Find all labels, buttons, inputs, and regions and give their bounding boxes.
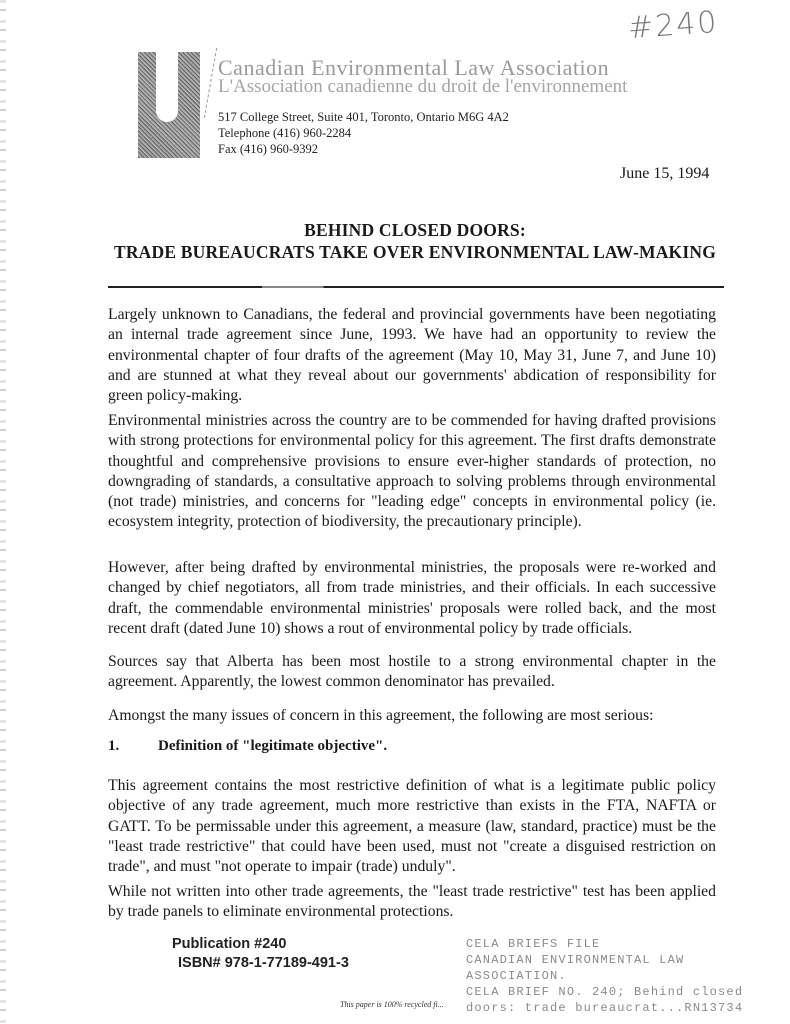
handwritten-note: #240 (626, 4, 720, 47)
paragraph-5: Amongst the many issues of concern in this agreement, the following are most serious: (108, 707, 654, 724)
cela-logo-icon (138, 52, 200, 158)
catalog-stamp-line-2: CANADIAN ENVIRONMENTAL LAW (466, 953, 685, 967)
section-1-paragraph-2: While not written into other trade agreements, the "least trade restrictive" test has been applied by trade panels to eliminate environmental protections. (108, 883, 716, 921)
address: 517 College Street, Suite 401, Toronto, Ontario M6G 4A2 (218, 110, 509, 124)
isbn: ISBN# 978-1-77189-491-3 (178, 955, 349, 971)
paragraph-1: Largely unknown to Canadians, the federal and provincial governments have been negotiating an internal trade agreement since June, 1993. We have had an opportunity to review the environmental chapter of four drafts of the agreement (May 10, May 31, June 7, and June 10) and are stunned at what they reveal about our governments' abdication of responsibility for green policy-making. (108, 306, 716, 405)
title-divider (108, 286, 724, 288)
scan-left-edge (0, 0, 6, 1024)
paragraph-3: However, after being drafted by environmental ministries, the proposals were re-worked and changed by chief negotiators, all from trade ministries, and their officials. In each successive draft, the commendable environmental ministries' proposals were rolled back, and the most recent draft (dated June 10) shows a rout of environmental policy by trade officials. (108, 559, 716, 637)
section-1-paragraph-1: This agreement contains the most restrictive definition of what is a legitimate public policy objective of any trade agreement, much more restrictive than exists in the FTA, NAFTA or GATT. To be permissable under this agreement, a measure (law, standard, practice) must be the "least trade restrictive" that could have been used, must not "create a disguised restriction on trade", and must "not operate to impair (trade) unduly". (108, 777, 716, 876)
org-name-fr: L'Association canadienne du droit de l'environnement (218, 76, 628, 97)
catalog-stamp-line-5: doors: trade bureaucrat...RN13734 (466, 1001, 744, 1015)
title-line-2: TRADE BUREAUCRATS TAKE OVER ENVIRONMENTAL LAW-MAKING (113, 242, 717, 262)
recycled-paper-note: This paper is 100% recycled fi... (340, 1000, 444, 1009)
telephone: Telephone (416) 960-2284 (218, 126, 352, 140)
paragraph-2: Environmental ministries across the country are to be commended for having drafted provisions with strong protections for environmental policy for this agreement. The first drafts demonstrate thoughtful and comprehensive provisions to ensure ever-higher standards of protection, no downgrading of standards, a consultative approach to solving problems through environmental (not trade) ministries, and concerns for "leading edge" concepts in environmental policy (ie. ecosystem integrity, protection of biodiversity, the precautionary principle). (108, 412, 716, 531)
publication-number: Publication #240 (172, 936, 287, 952)
catalog-stamp-line-3: ASSOCIATION. (466, 969, 567, 983)
org-name-en: Canadian Environmental Law Association (218, 55, 610, 80)
catalog-stamp-line-4: CELA BRIEF NO. 240; Behind closed (466, 985, 744, 999)
section-1-heading (108, 738, 387, 755)
title-line-1: BEHIND CLOSED DOORS: (304, 220, 526, 240)
catalog-stamp-line-1: CELA BRIEFS FILE (466, 937, 601, 951)
section-title: Definition of "legitimate objective". (158, 738, 388, 754)
section-number: 1. (108, 738, 120, 754)
paragraph-4: Sources say that Alberta has been most hostile to a strong environmental chapter in the agreement. Apparently, the lowest common denominator has prevailed. (108, 653, 716, 691)
document-date: June 15, 1994 (620, 165, 710, 182)
fax: Fax (416) 960-9392 (218, 142, 318, 156)
